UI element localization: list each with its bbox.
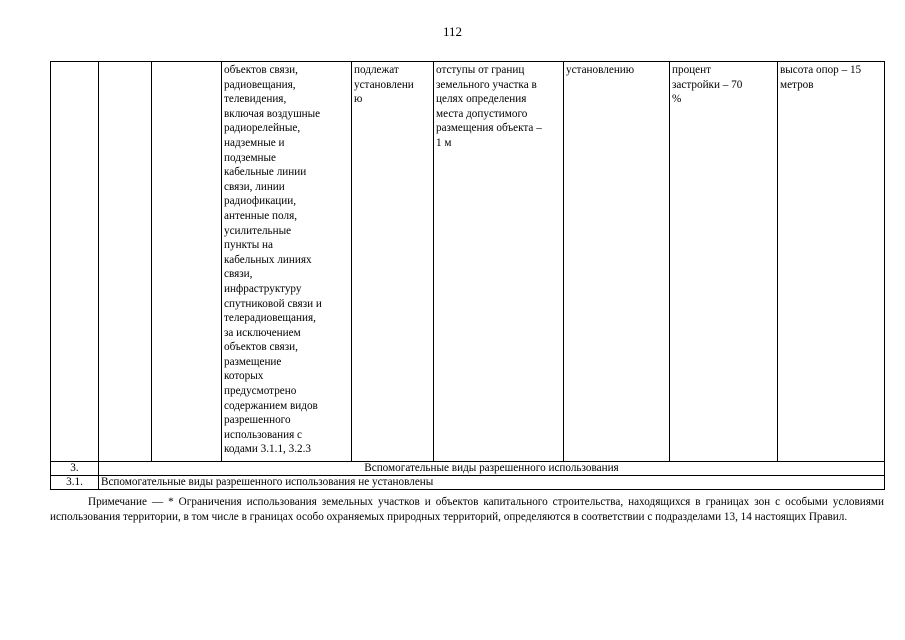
cell-line: которых	[224, 370, 264, 383]
cell-line: связи, линии	[224, 180, 285, 193]
cell-line: усилительные	[224, 224, 292, 237]
table-cell-empty	[152, 62, 222, 462]
cell-line: радиофикации,	[224, 195, 297, 208]
table-cell-empty	[99, 62, 152, 462]
table-cell-empty	[51, 62, 99, 462]
cell-line: %	[672, 93, 682, 106]
cell-line: размещения объекта –	[436, 122, 542, 135]
zoning-table	[50, 61, 885, 490]
note-text: Примечание — * Ограничения использования земельных участков и объектов капитального строительства, находящихся в границах зон с особыми условиями использования территории, в том числе в границах особо охраняемых природных территорий, определяются в соответствии с подразделами 13, 14 настоящих Правил.	[50, 496, 884, 523]
cell-floors	[564, 62, 670, 462]
section-row-3	[51, 462, 885, 476]
cell-line: целях определения	[436, 93, 527, 106]
cell-line: высота опор – 15	[780, 64, 862, 76]
cell-line: пункты на	[224, 239, 274, 252]
cell-line: надземные и	[224, 136, 285, 149]
cell-line: содержанием видов	[224, 399, 318, 412]
cell-line: земельного участка в	[436, 78, 537, 91]
cell-setbacks	[434, 62, 564, 462]
cell-line: установлению	[566, 64, 635, 76]
cell-coverage	[670, 62, 778, 462]
cell-line: размещение	[224, 355, 282, 368]
cell-line: застройки – 70	[672, 78, 743, 91]
cell-line: подземные	[224, 151, 277, 164]
cell-line: ю	[354, 93, 363, 106]
cell-line: инфраструктуру	[224, 282, 302, 295]
section-text: Вспомогательные виды разрешенного использования не установлены	[99, 476, 885, 490]
section-title: Вспомогательные виды разрешенного использования	[99, 462, 885, 476]
cell-line: кабельные линии	[224, 166, 307, 179]
cell-line: установлени	[354, 78, 414, 91]
cell-line: отступы от границ	[436, 64, 525, 76]
cell-line: антенные поля,	[224, 209, 298, 222]
cell-line: радиорелейные,	[224, 122, 301, 135]
cell-line: разрешенного	[224, 414, 291, 427]
cell-height	[778, 62, 885, 462]
section-number: 3.1.	[51, 476, 99, 490]
cell-line: предусмотрено	[224, 385, 297, 398]
cell-line: объектов связи,	[224, 341, 298, 354]
cell-line: подлежат	[354, 64, 399, 76]
cell-line: кодами 3.1.1, 3.2.3	[224, 443, 312, 456]
cell-line: 1 м	[436, 136, 452, 149]
cell-line: спутниковой связи и	[224, 297, 322, 310]
cell-line: радиовещания,	[224, 78, 296, 91]
cell-line: процент	[672, 64, 712, 76]
cell-use-description	[222, 62, 352, 462]
cell-line: объектов связи,	[224, 64, 298, 76]
section-row-3-1	[51, 476, 885, 490]
cell-line: за исключением	[224, 326, 301, 339]
cell-line: места допустимого	[436, 107, 528, 120]
cell-line: метров	[780, 78, 814, 91]
page-number: 112	[442, 24, 463, 39]
cell-line: связи,	[224, 268, 253, 281]
table-row	[51, 62, 885, 462]
cell-line: использования с	[224, 428, 303, 441]
section-number: 3.	[51, 462, 99, 476]
cell-line: включая воздушные	[224, 107, 321, 120]
cell-line: телевидения,	[224, 93, 287, 106]
cell-line: телерадиовещания,	[224, 312, 316, 325]
cell-line: кабельных линиях	[224, 253, 312, 266]
cell-area-limits	[352, 62, 434, 462]
note	[50, 495, 884, 524]
